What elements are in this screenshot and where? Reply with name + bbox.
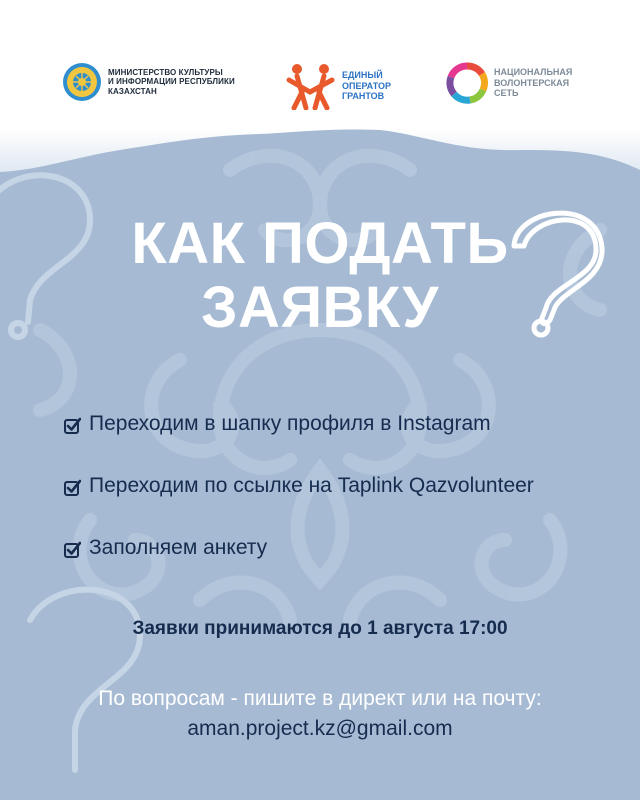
ministry-logo-text: МИНИСТЕРСТВО КУЛЬТУРЫ И ИНФОРМАЦИИ РЕСПУБЛИКИ КАЗАХСТАН: [108, 68, 235, 96]
ministry-logo: [62, 62, 235, 102]
page-title: [0, 212, 640, 340]
network-logo-text: НАЦИОНАЛЬНАЯ ВОЛОНТЕРСКАЯ СЕТЬ: [494, 67, 573, 99]
step-text: Заполняем анкету: [89, 536, 268, 559]
checkbox-icon: [64, 479, 81, 496]
volunteer-ring-icon: [446, 62, 488, 104]
step-item: [64, 406, 624, 442]
contact-block: [0, 684, 640, 744]
operator-people-icon: [286, 62, 336, 110]
kazakhstan-emblem-icon: [62, 62, 102, 102]
deadline-text: Заявки принимаются до 1 августа 17:00: [132, 618, 508, 639]
header-logos: [0, 0, 640, 140]
steps-list: [64, 406, 624, 592]
title-line-1: КАК ПОДАТЬ: [131, 211, 509, 276]
step-item: [64, 530, 624, 566]
checkbox-icon: [64, 417, 81, 434]
operator-logo-text: ЕДИНЫЙ ОПЕРАТОР ГРАНТОВ: [342, 70, 392, 102]
title-line-2: ЗАЯВКУ: [201, 275, 439, 340]
contact-email[interactable]: aman.project.kz@gmail.com: [187, 717, 453, 740]
step-text: Переходим по ссылке на Taplink Qazvolunteer: [89, 474, 534, 497]
checkbox-icon: [64, 541, 81, 558]
operator-logo: [286, 62, 391, 110]
contact-text: По вопросам - пишите в директ или на почту:: [98, 687, 542, 710]
step-item: [64, 468, 624, 504]
network-logo: [446, 62, 572, 104]
step-text: Переходим в шапку профиля в Instagram: [89, 412, 491, 435]
